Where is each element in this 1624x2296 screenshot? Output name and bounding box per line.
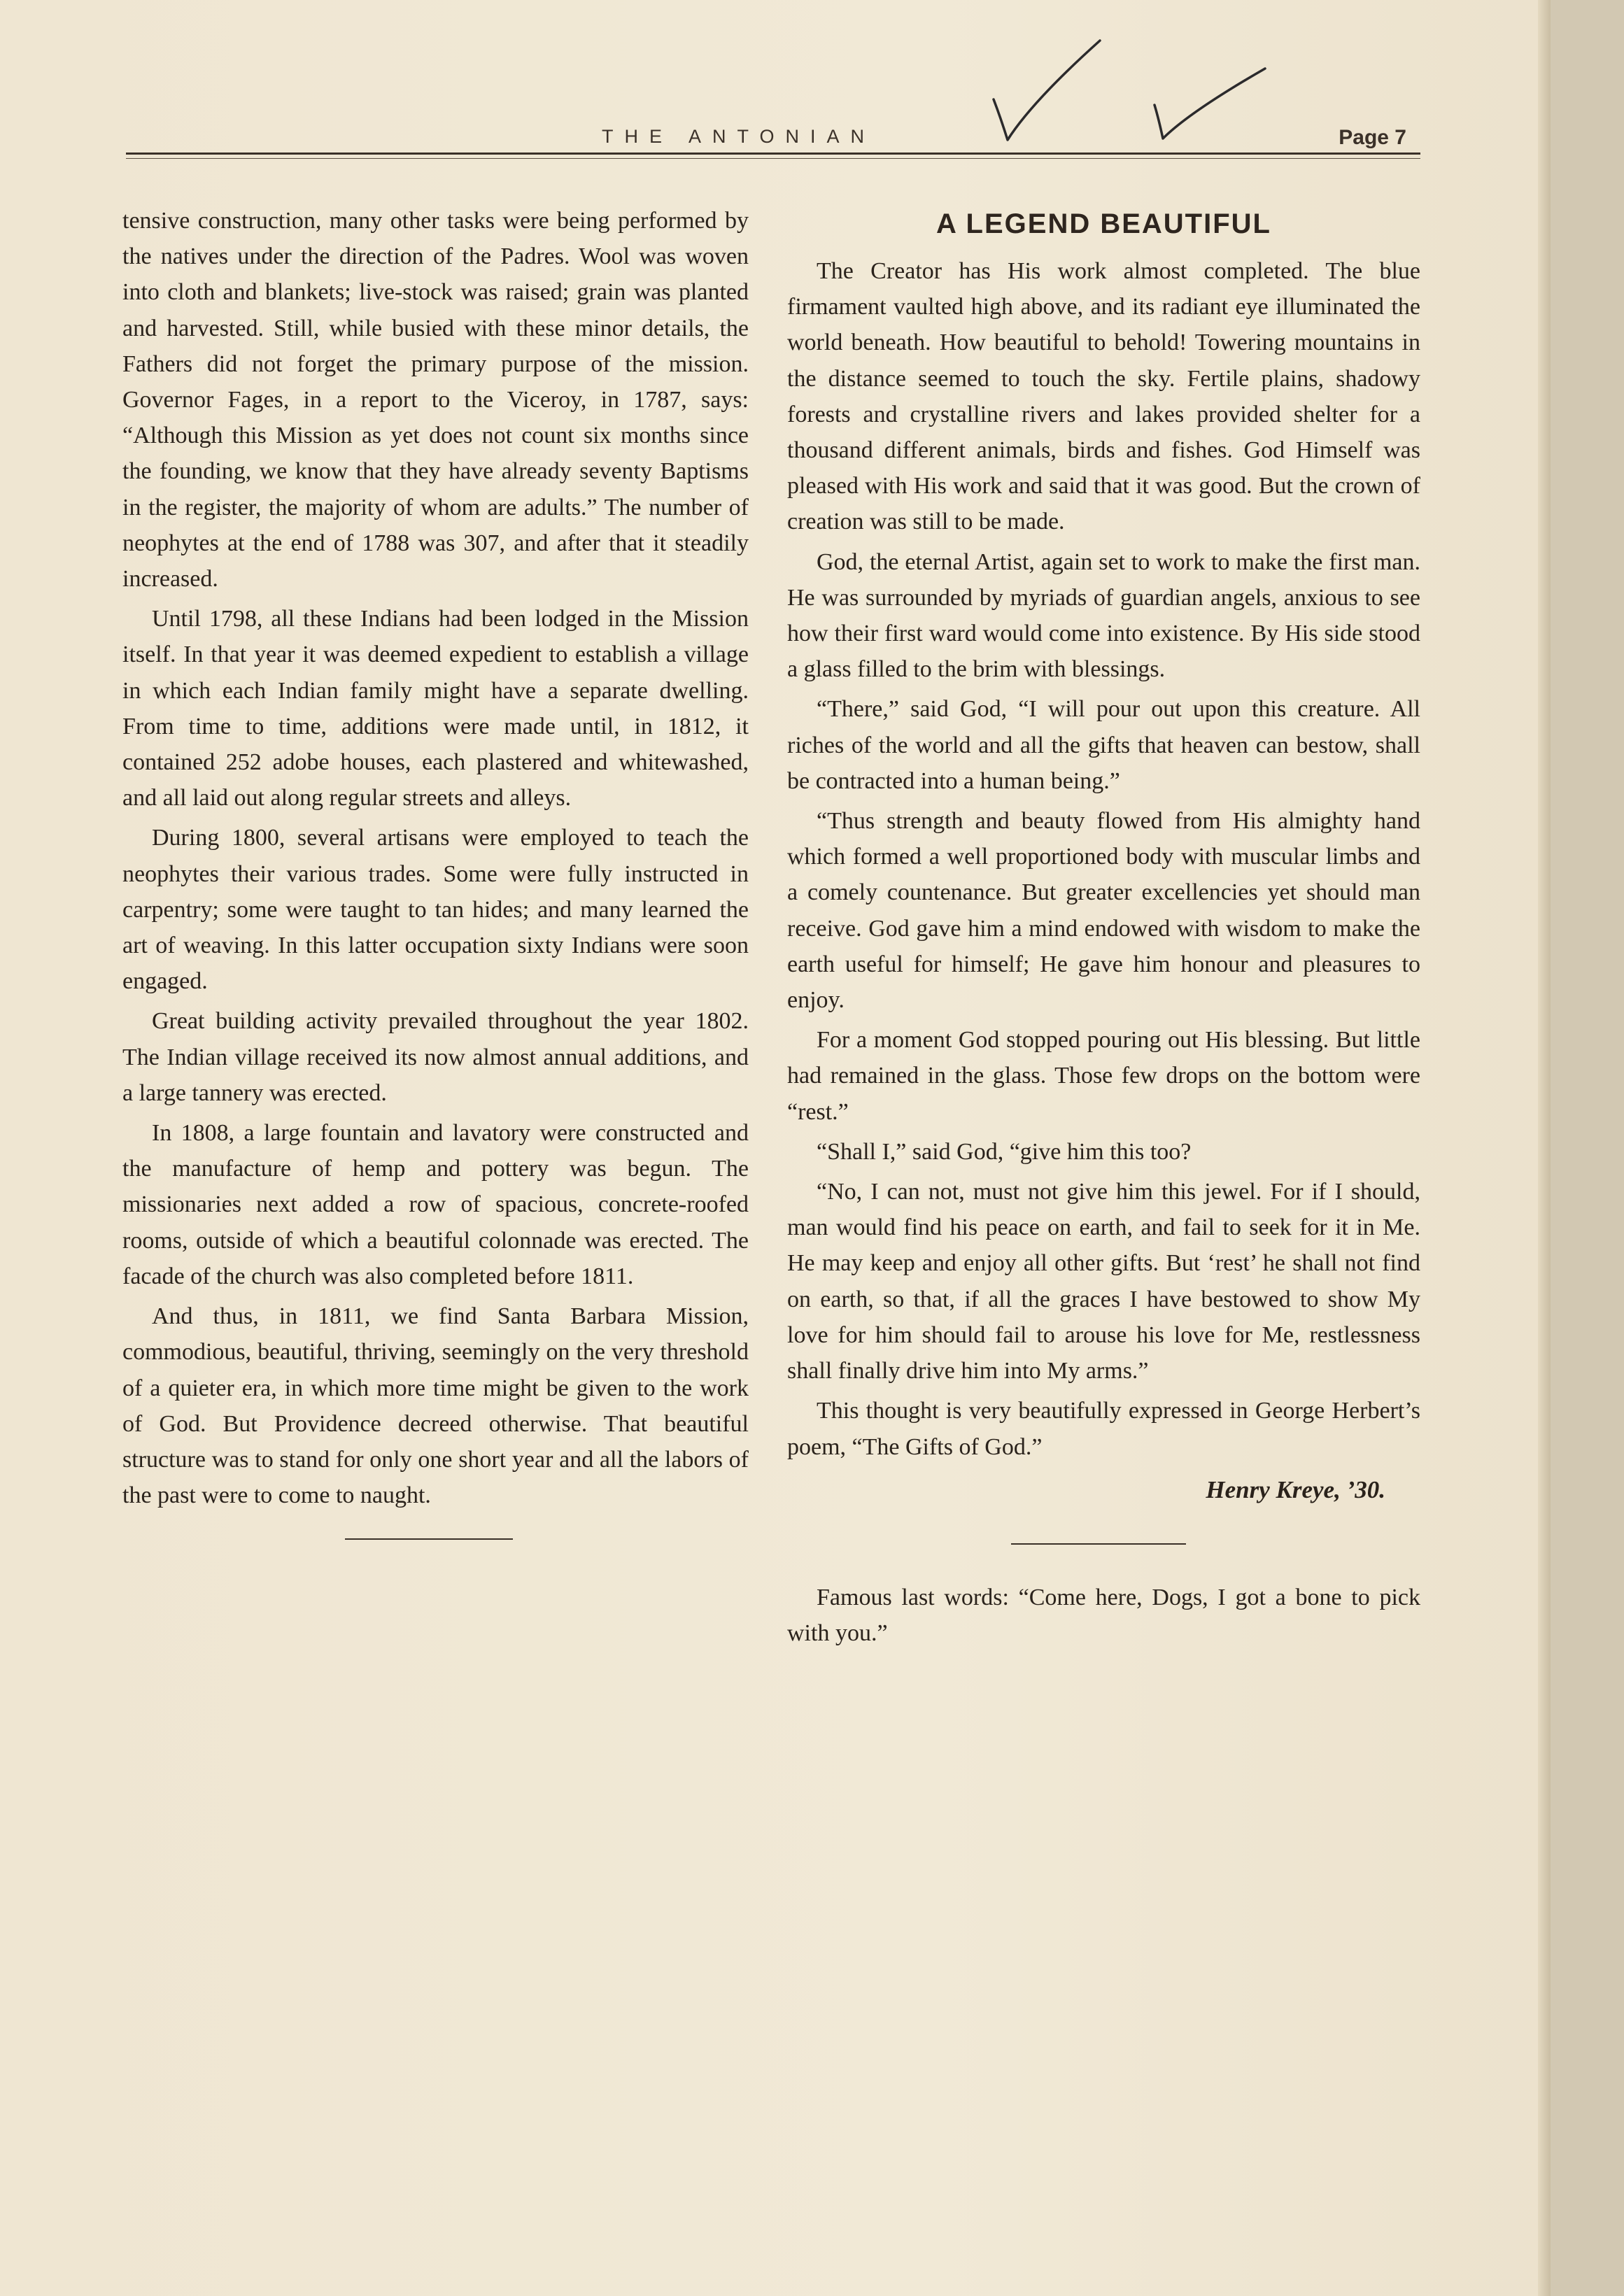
- article-paragraph: During 1800, several artisans were employed to teach the neophytes their various trades. Some were fully instructed in carpentry; some were taught to tan hides; and many learned the art of weaving. In this latter occupation sixty Indians were soon engaged.: [122, 825, 749, 995]
- legend-paragraph: For a moment God stopped pouring out His blessing. But little had remained in the glass. Those few drops on the bottom were “rest.”: [787, 1027, 1420, 1125]
- legend-paragraph: God, the eternal Artist, again set to work to make the first man. He was surrounded by myriads of guardian angels, anxious to see how their first ward would come into existence. By His side stood a glass filled to the brim with blessings.: [787, 548, 1420, 683]
- legend-paragraph: The Creator has His work almost completed. The blue firmament vaulted high above, and its radiant eye illuminated the world beneath. How beautiful to behold! Towering mountains in the distance seemed to touch the sky. Fertile plains, shadowy forests and crystalline rivers and lakes provided shelter for a thousand different animals, birds and fishes. God Himself was pleased with His work and said that it was good. But the crown of creation was still to be made.: [787, 258, 1420, 535]
- section-divider: [1011, 1543, 1186, 1545]
- famous-last-words: Famous last words: “Come here, Dogs, I got a bone to pick with you.”: [787, 1584, 1420, 1646]
- left-column: [122, 203, 749, 1540]
- page-number: Page 7: [1339, 126, 1406, 149]
- article-paragraph: In 1808, a large fountain and lavatory were constructed and the manufacture of hemp and pottery was begun. The missionaries next added a row of spacious, concrete-roofed rooms, outside of which a beautiful colonnade was erected. The facade of the church was also completed before 1811.: [122, 1120, 749, 1289]
- page-edge-shadow: [1538, 0, 1551, 2296]
- checkmark-1: [994, 41, 1100, 140]
- legend-paragraph: “There,” said God, “I will pour out upon this creature. All riches of the world and all the gifts that heaven can bestow, shall be contracted into a human being.”: [787, 696, 1420, 794]
- header-rule: [126, 153, 1420, 155]
- article-paragraph: Until 1798, all these Indians had been lodged in the Mission itself. In that year it was deemed expedient to establish a village in which each Indian family might have a separate dwelling. From time to time, additions were made until, in 1812, it contained 252 adobe houses, each plastered and whitewashed, and all laid out along regular streets and alleys.: [122, 606, 749, 812]
- article-paragraph: tensive construction, many other tasks were being performed by the natives under the direction of the Padres. Wool was woven into cloth and blankets; live-stock was raised; grain was planted and harvested. Still, while busied with these minor details, the Fathers did not forget the primary purpose of the mission. Governor Fages, in a report to the Viceroy, in 1787, says: “Although this Mission as yet does not count six months since the founding, we know that they have already seventy Baptisms in the register, the majority of whom are adults.” The number of neophytes at the end of 1788 was 307, and after that it steadily increased.: [122, 208, 749, 593]
- author-signature: Henry Kreye, ’30.: [1206, 1475, 1385, 1503]
- section-end-rule: [345, 1538, 513, 1540]
- article-paragraph: Great building activity prevailed throughout the year 1802. The Indian village received its now almost annual additions, and a large tannery was erected.: [122, 1008, 749, 1106]
- legend-paragraph: “Thus strength and beauty flowed from His almighty hand which formed a well proportioned body with muscular limbs and a comely countenance. But greater excellencies yet should man receive. God gave him a mind endowed with wisdom to make the earth useful for himself; He gave him honour and pleasures to enjoy.: [787, 808, 1420, 1014]
- legend-paragraph: “Shall I,” said God, “give him this too?: [817, 1138, 1192, 1165]
- legend-paragraph: “No, I can not, must not give him this jewel. For if I should, man would find his peace on earth, and fail to seek for it in Me. He may keep and enjoy all other gifts. But ‘rest’ he shall not find on earth, so that, if all the graces I have bestowed to show My love for him should fail to arouse his love for Me, restlessness shall finally drive him into My arms.”: [787, 1179, 1420, 1384]
- publication-title: THE ANTONIAN: [602, 126, 876, 147]
- right-column: [787, 203, 1420, 1655]
- page-header: [126, 126, 1420, 154]
- article-paragraph: And thus, in 1811, we find Santa Barbara Mission, commodious, beautiful, thriving, seemingly on the very threshold of a quieter era, in which more time might be given to the work of God. But Providence decreed otherwise. That beautiful structure was to stand for only one short year and all the labors of the past were to come to naught.: [122, 1303, 749, 1509]
- legend-paragraph: This thought is very beautifully expressed in George Herbert’s poem, “The Gifts of God.”: [787, 1398, 1420, 1460]
- article-title: A LEGEND BEAUTIFUL: [936, 208, 1271, 239]
- header-rule-thin: [126, 158, 1420, 159]
